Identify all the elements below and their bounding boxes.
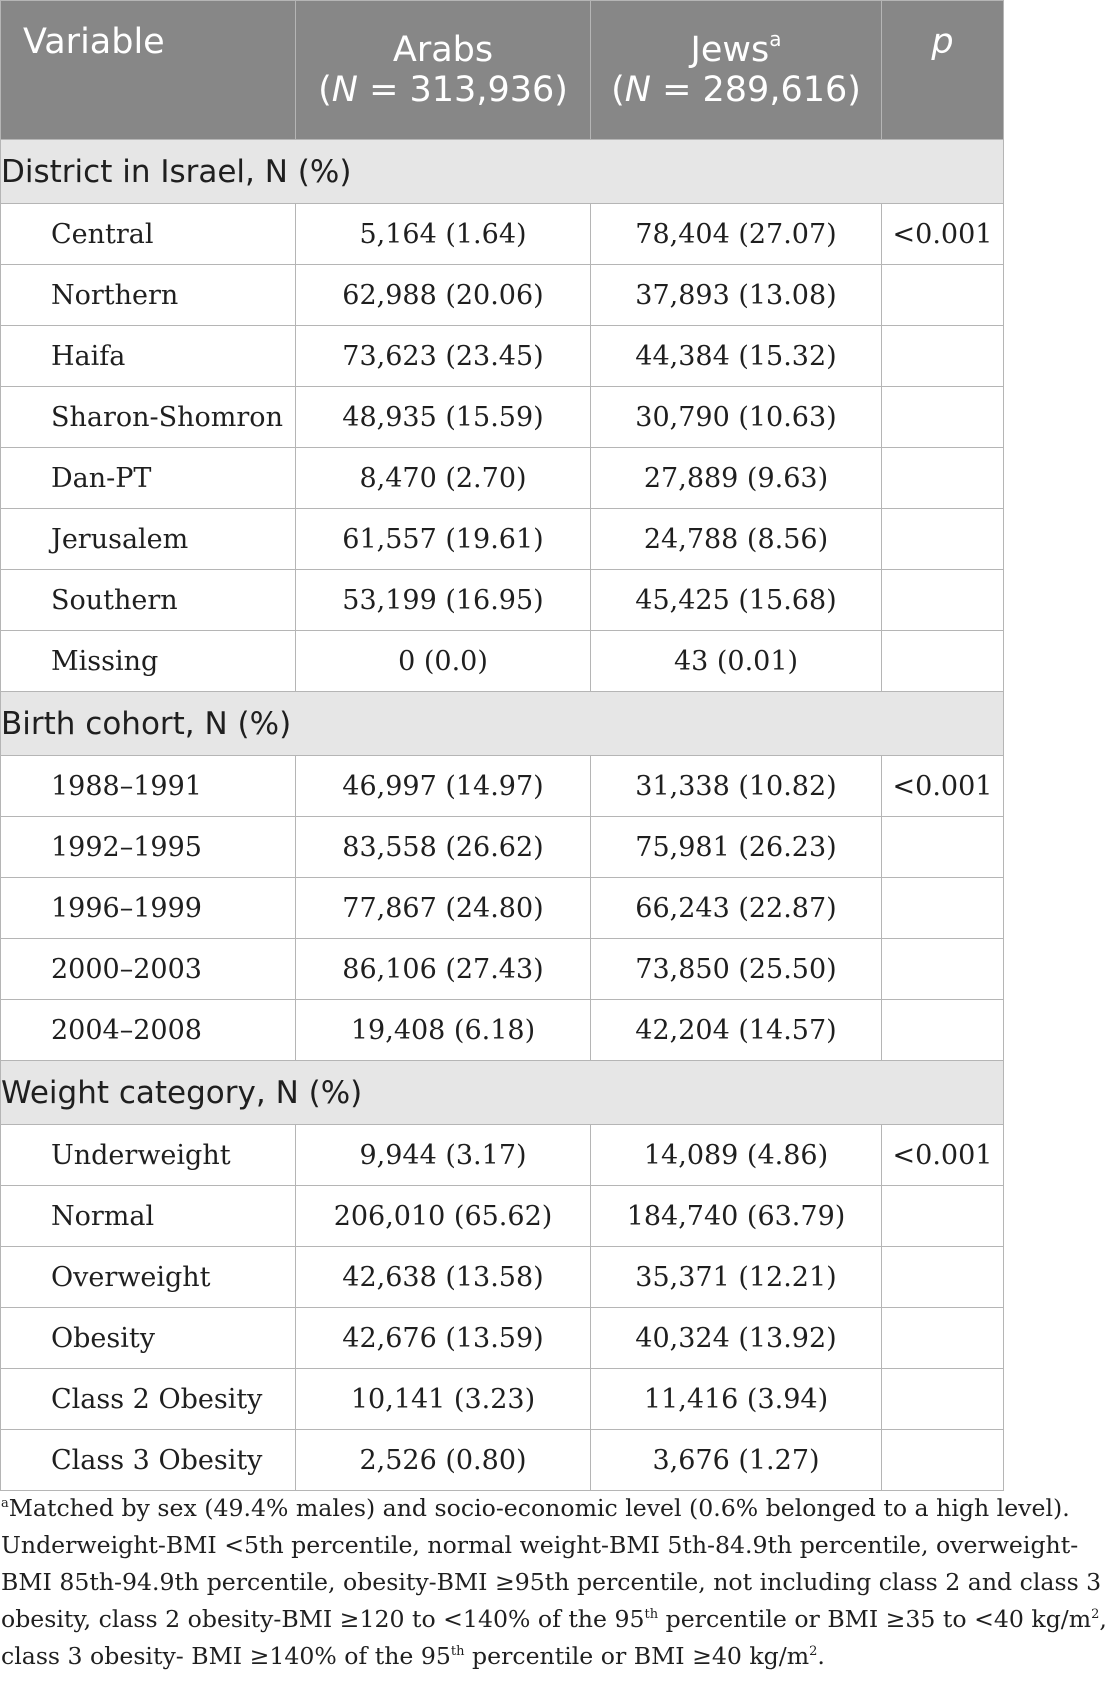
cell-p	[882, 570, 1004, 631]
cell-jews: 14,089 (4.86)	[591, 1125, 882, 1186]
section-header-row	[1, 692, 1004, 756]
cell-arabs: 0 (0.0)	[296, 631, 591, 692]
header-jews-footnote-marker: a	[769, 27, 782, 51]
table-row	[1, 1308, 1004, 1369]
cell-p	[882, 1000, 1004, 1061]
cell-jews: 73,850 (25.50)	[591, 939, 882, 1000]
table-row	[1, 265, 1004, 326]
cell-p	[882, 939, 1004, 1000]
cell-jews: 3,676 (1.27)	[591, 1430, 882, 1491]
table-row	[1, 756, 1004, 817]
cell-jews: 27,889 (9.63)	[591, 448, 882, 509]
header-jews-label: Jews	[690, 30, 770, 70]
table-row	[1, 1186, 1004, 1247]
section-title: Weight category, N (%)	[1, 1061, 1004, 1125]
table-row	[1, 1247, 1004, 1308]
cell-p	[882, 817, 1004, 878]
table-row	[1, 387, 1004, 448]
row-label: 2000–2003	[1, 939, 296, 1000]
row-label: Haifa	[1, 326, 296, 387]
table-row	[1, 878, 1004, 939]
cell-p: <0.001	[882, 1125, 1004, 1186]
footnote-line-1: $^a$Matched by sex (49.4% males) and socio-economic level (0.6% belonged to a high level).	[1, 1494, 1070, 1522]
cell-p	[882, 1369, 1004, 1430]
cell-p	[882, 631, 1004, 692]
cell-arabs: 9,944 (3.17)	[296, 1125, 591, 1186]
cell-jews: 37,893 (13.08)	[591, 265, 882, 326]
cell-arabs: 86,106 (27.43)	[296, 939, 591, 1000]
cell-jews: 75,981 (26.23)	[591, 817, 882, 878]
cell-arabs: 19,408 (6.18)	[296, 1000, 591, 1061]
table-body	[1, 140, 1004, 1491]
row-label: Class 2 Obesity	[1, 1369, 296, 1430]
row-label: Sharon-Shomron	[1, 387, 296, 448]
cell-arabs: 206,010 (65.62)	[296, 1186, 591, 1247]
table-row	[1, 939, 1004, 1000]
cell-arabs: 77,867 (24.80)	[296, 878, 591, 939]
row-label: Overweight	[1, 1247, 296, 1308]
cell-p	[882, 509, 1004, 570]
footnote-line-3: BMI 85th-94.9th percentile, obesity-BMI ≥95th percentile, not including class 2 and class 3	[1, 1568, 1102, 1596]
cell-p	[882, 265, 1004, 326]
header-jews-n: (N = 289,616)	[611, 70, 861, 110]
row-label: 1988–1991	[1, 756, 296, 817]
row-label: 1992–1995	[1, 817, 296, 878]
section-title: District in Israel, N (%)	[1, 140, 1004, 204]
cell-p	[882, 1247, 1004, 1308]
table-footnote	[0, 1490, 1107, 1675]
cell-jews: 35,371 (12.21)	[591, 1247, 882, 1308]
table-row	[1, 326, 1004, 387]
header-jews	[591, 1, 882, 140]
row-label: 2004–2008	[1, 1000, 296, 1061]
row-label: Underweight	[1, 1125, 296, 1186]
cell-arabs: 62,988 (20.06)	[296, 265, 591, 326]
cell-arabs: 48,935 (15.59)	[296, 387, 591, 448]
section-header-row	[1, 1061, 1004, 1125]
table-row	[1, 1125, 1004, 1186]
section-header-row	[1, 140, 1004, 204]
footnote-line-5: class 3 obesity- BMI ≥140% of the 95th percentile or BMI ≥40 $kg/m^2$.	[1, 1642, 825, 1670]
cell-arabs: 46,997 (14.97)	[296, 756, 591, 817]
cell-p	[882, 1186, 1004, 1247]
cell-arabs: 2,526 (0.80)	[296, 1430, 591, 1491]
cell-arabs: 61,557 (19.61)	[296, 509, 591, 570]
cell-arabs: 42,638 (13.58)	[296, 1247, 591, 1308]
row-label: Jerusalem	[1, 509, 296, 570]
header-arabs-n: (N = 313,936)	[318, 70, 568, 110]
table-row	[1, 1430, 1004, 1491]
header-arabs-label: Arabs	[392, 30, 494, 70]
table-row	[1, 570, 1004, 631]
footnote-line-2: Underweight-BMI <5th percentile, normal weight-BMI 5th-84.9th percentile, overweight-	[1, 1531, 1079, 1559]
cell-p	[882, 1430, 1004, 1491]
cell-arabs: 73,623 (23.45)	[296, 326, 591, 387]
cell-jews: 184,740 (63.79)	[591, 1186, 882, 1247]
row-label: Obesity	[1, 1308, 296, 1369]
cell-jews: 11,416 (3.94)	[591, 1369, 882, 1430]
cell-arabs: 42,676 (13.59)	[296, 1308, 591, 1369]
table-row	[1, 817, 1004, 878]
cell-arabs: 8,470 (2.70)	[296, 448, 591, 509]
cell-arabs: 10,141 (3.23)	[296, 1369, 591, 1430]
cell-p	[882, 387, 1004, 448]
cell-jews: 78,404 (27.07)	[591, 204, 882, 265]
cell-jews: 45,425 (15.68)	[591, 570, 882, 631]
row-label: Southern	[1, 570, 296, 631]
table-row	[1, 509, 1004, 570]
row-label: Normal	[1, 1186, 296, 1247]
table-row	[1, 1369, 1004, 1430]
cell-jews: 31,338 (10.82)	[591, 756, 882, 817]
row-label: 1996–1999	[1, 878, 296, 939]
cell-arabs: 53,199 (16.95)	[296, 570, 591, 631]
cell-jews: 42,204 (14.57)	[591, 1000, 882, 1061]
footnote-marker: a	[1, 1496, 9, 1511]
cell-arabs: 5,164 (1.64)	[296, 204, 591, 265]
row-label: Dan-PT	[1, 448, 296, 509]
table-row	[1, 204, 1004, 265]
cell-jews: 66,243 (22.87)	[591, 878, 882, 939]
table-row	[1, 631, 1004, 692]
footnote-line-4: obesity, class 2 obesity-BMI ≥120 to <140% of the 95th percentile or BMI ≥35 to <40 $kg/m^2$,	[1, 1605, 1107, 1633]
table-row	[1, 448, 1004, 509]
header-variable: Variable	[1, 1, 296, 140]
table-row	[1, 1000, 1004, 1061]
cell-jews: 43 (0.01)	[591, 631, 882, 692]
section-title: Birth cohort, N (%)	[1, 692, 1004, 756]
header-jews-label-wrap	[591, 27, 881, 70]
row-label: Central	[1, 204, 296, 265]
header-row	[1, 1, 1004, 140]
row-label: Northern	[1, 265, 296, 326]
cell-p: <0.001	[882, 204, 1004, 265]
cell-jews: 30,790 (10.63)	[591, 387, 882, 448]
cell-p	[882, 448, 1004, 509]
row-label: Class 3 Obesity	[1, 1430, 296, 1491]
header-p: p	[882, 1, 1004, 140]
cell-jews: 24,788 (8.56)	[591, 509, 882, 570]
row-label: Missing	[1, 631, 296, 692]
cell-p	[882, 1308, 1004, 1369]
header-arabs	[296, 1, 591, 140]
cell-p	[882, 326, 1004, 387]
cell-jews: 40,324 (13.92)	[591, 1308, 882, 1369]
cell-arabs: 83,558 (26.62)	[296, 817, 591, 878]
cell-p: <0.001	[882, 756, 1004, 817]
cell-jews: 44,384 (15.32)	[591, 326, 882, 387]
cell-p	[882, 878, 1004, 939]
